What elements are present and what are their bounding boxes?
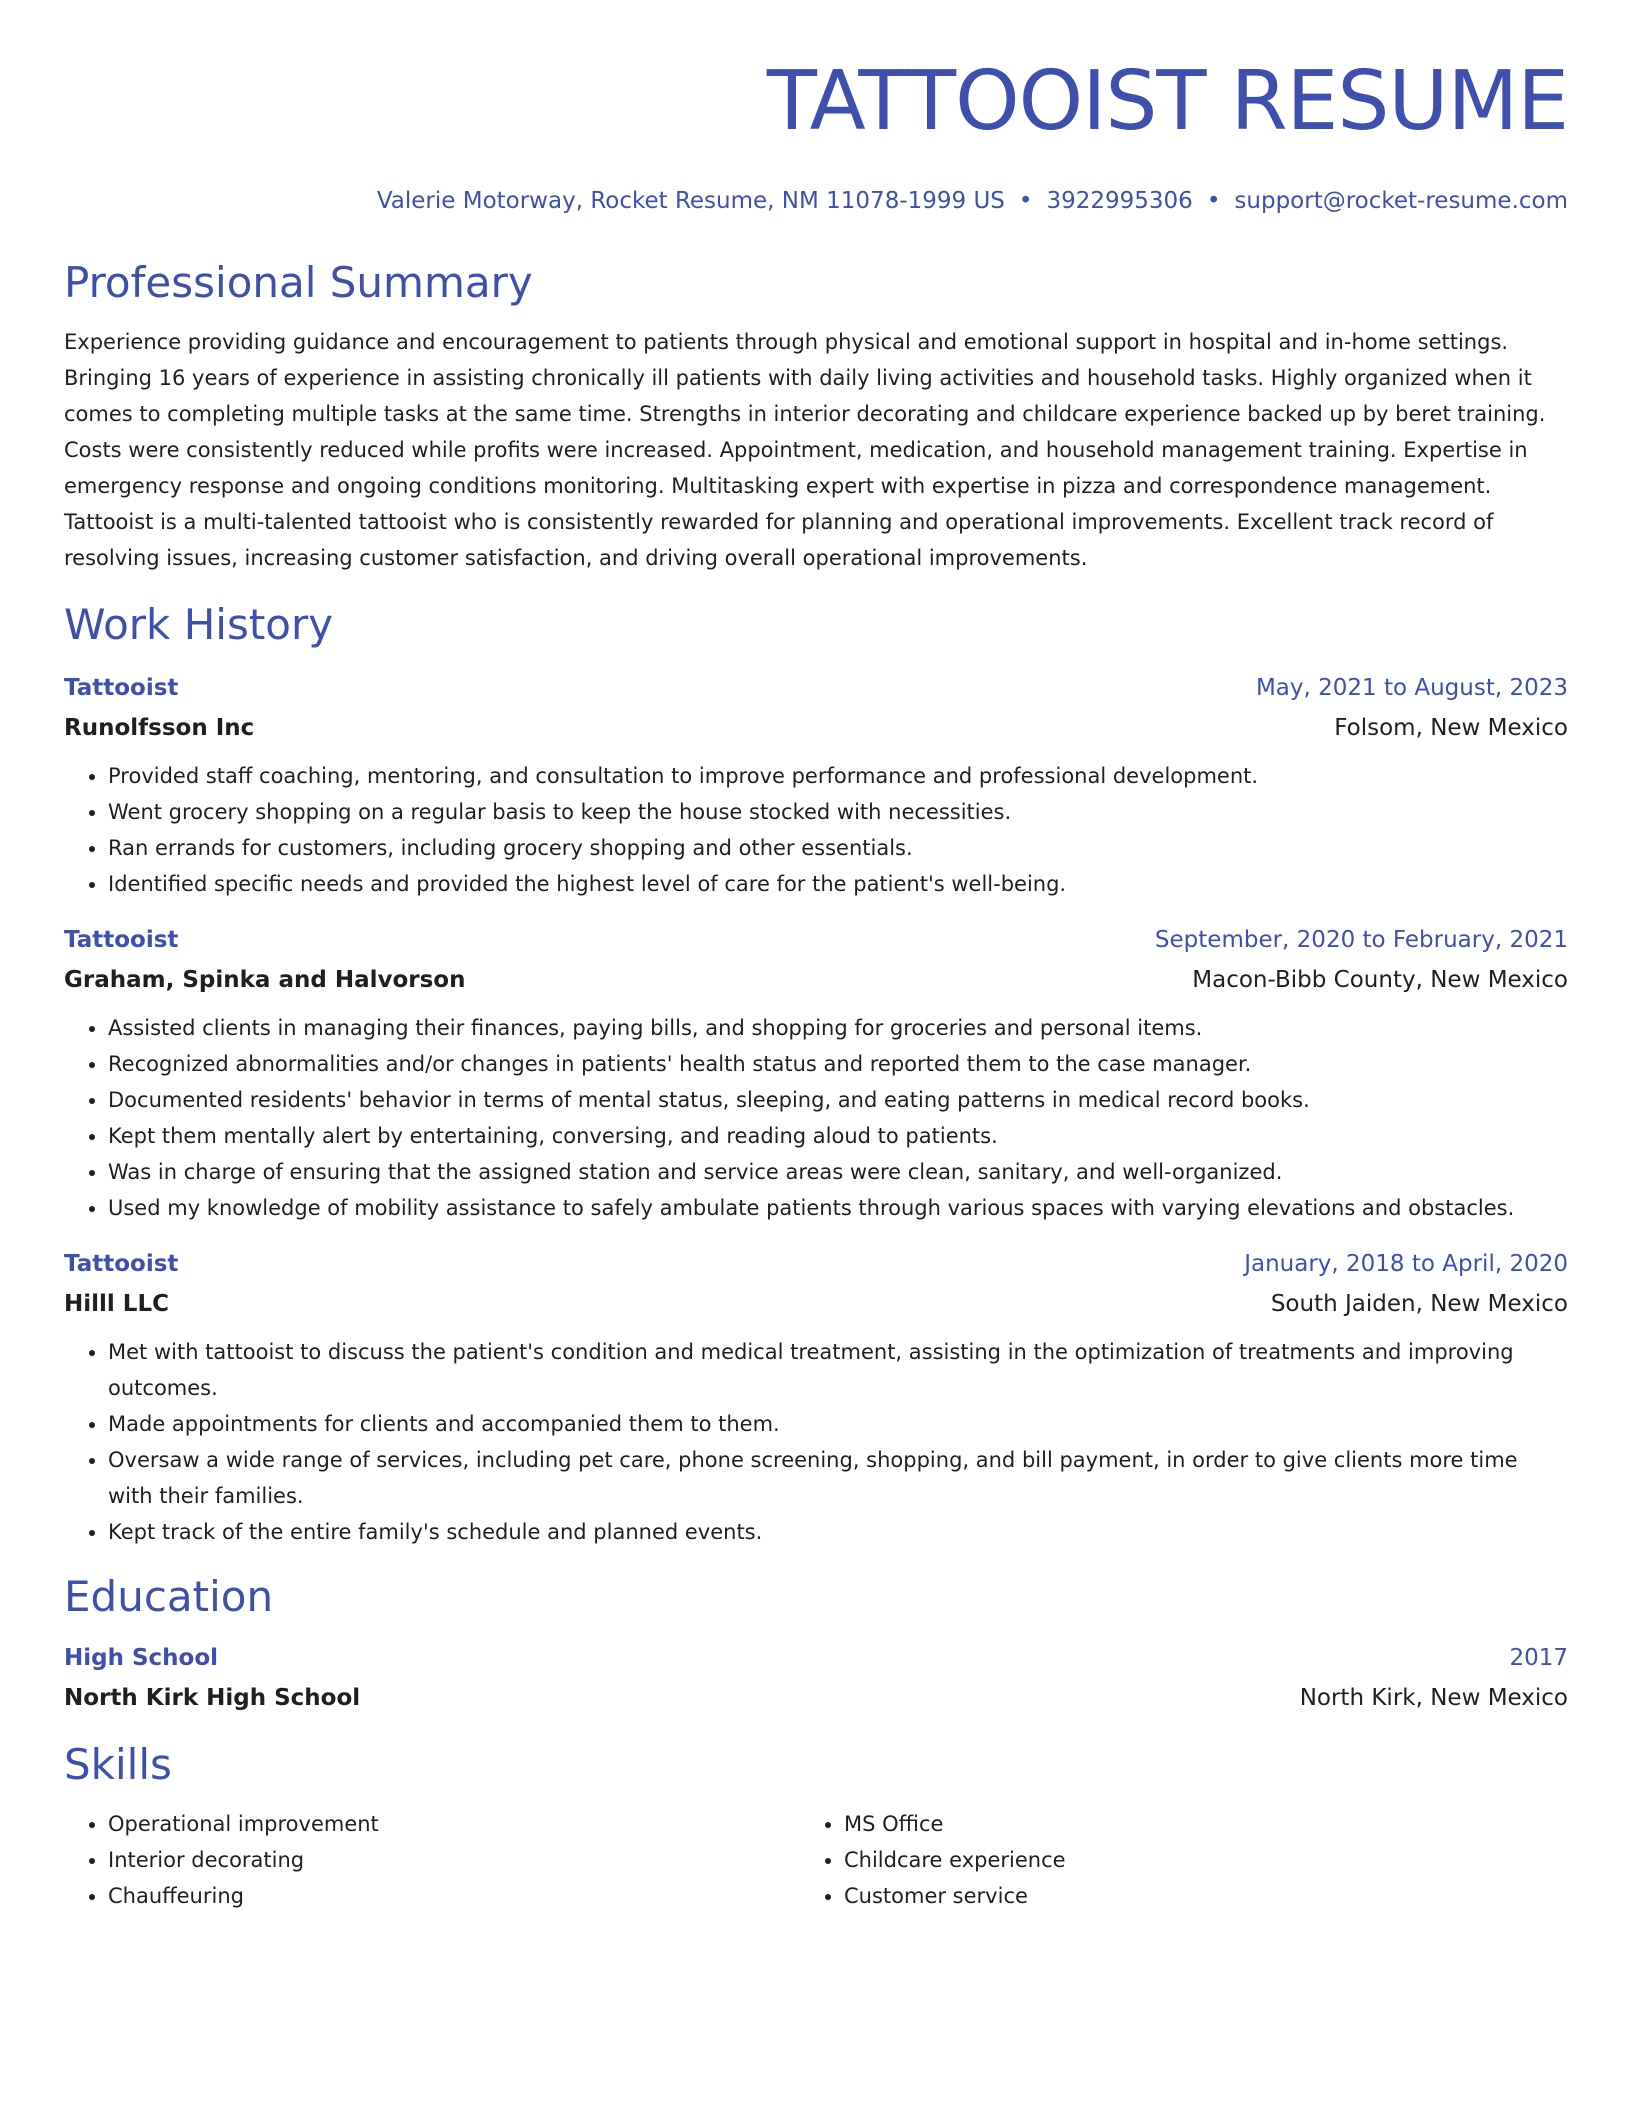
education-school: North Kirk High School: [64, 1685, 361, 1711]
job-company: Runolfsson Inc: [64, 715, 255, 741]
section-heading-education: Education: [64, 1572, 274, 1621]
job-entry: [64, 924, 1568, 1226]
job-duty: • Went grocery shopping on a regular basis to keep the house stocked with necessities.: [108, 794, 1568, 830]
contact-line: [64, 186, 1568, 216]
job-duties: [64, 758, 1568, 902]
job-location: Macon-Bibb County, New Mexico: [1192, 967, 1568, 993]
job-entry: [64, 672, 1568, 902]
job-role: Tattooist: [64, 1251, 179, 1277]
skill-item: • Chauffeuring: [108, 1878, 800, 1914]
job-location: Folsom, New Mexico: [1334, 715, 1568, 741]
section-heading-skills: Skills: [64, 1740, 172, 1789]
education-year: 2017: [1509, 1645, 1568, 1671]
education-degree: High School: [64, 1645, 219, 1671]
contact-address: Valerie Motorway, Rocket Resume, NM 11078-1999 US: [376, 188, 1005, 214]
job-company: Graham, Spinka and Halvorson: [64, 967, 466, 993]
skills-list: [64, 1806, 1568, 1914]
contact-phone[interactable]: 3922995306: [1046, 188, 1193, 214]
skill-item: • Operational improvement: [108, 1806, 800, 1842]
job-duty: • Kept track of the entire family's schedule and planned events.: [108, 1514, 1568, 1550]
job-company: Hilll LLC: [64, 1291, 169, 1317]
job-duty: • Assisted clients in managing their finances, paying bills, and shopping for groceries and personal items.: [108, 1010, 1568, 1046]
skills-column-left: [64, 1806, 800, 1914]
contact-email[interactable]: support@rocket-resume.com: [1234, 188, 1568, 214]
skills-column-right: [800, 1806, 1536, 1914]
job-duties: [64, 1334, 1568, 1550]
skill-item: • Interior decorating: [108, 1842, 800, 1878]
job-role: Tattooist: [64, 927, 179, 953]
job-duty: • Met with tattooist to discuss the patient's condition and medical treatment, assisting in the optimization of treatments and improving outcomes.: [108, 1334, 1568, 1406]
section-heading-summary: Professional Summary: [64, 258, 533, 307]
job-duty: • Provided staff coaching, mentoring, and consultation to improve performance and professional development.: [108, 758, 1568, 794]
skill-item: • Customer service: [844, 1878, 1536, 1914]
job-location: South Jaiden, New Mexico: [1270, 1291, 1568, 1317]
page-title: TATTOOIST RESUME: [766, 54, 1568, 149]
section-heading-work-history: Work History: [64, 600, 334, 649]
job-duty: • Made appointments for clients and accompanied them to them.: [108, 1406, 1568, 1442]
job-role: Tattooist: [64, 675, 179, 701]
job-dates: September, 2020 to February, 2021: [1154, 927, 1568, 953]
job-duty: • Was in charge of ensuring that the assigned station and service areas were clean, sanitary, and well-organized.: [108, 1154, 1568, 1190]
job-duty: • Ran errands for customers, including grocery shopping and other essentials.: [108, 830, 1568, 866]
job-duties: [64, 1010, 1568, 1226]
job-duty: • Documented residents' behavior in terms of mental status, sleeping, and eating patterns in medical record books.: [108, 1082, 1568, 1118]
education-location: North Kirk, New Mexico: [1299, 1685, 1568, 1711]
contact-separator: •: [1018, 188, 1033, 214]
job-duty: • Kept them mentally alert by entertaining, conversing, and reading aloud to patients.: [108, 1118, 1568, 1154]
job-entry: [64, 1248, 1568, 1550]
contact-separator: •: [1206, 188, 1221, 214]
job-duty: • Oversaw a wide range of services, including pet care, phone screening, shopping, and bill payment, in order to give clients more time with their families.: [108, 1442, 1568, 1514]
job-duty: • Recognized abnormalities and/or changes in patients' health status and reported them to the case manager.: [108, 1046, 1568, 1082]
job-dates: January, 2018 to April, 2020: [1244, 1251, 1568, 1277]
job-dates: May, 2021 to August, 2023: [1255, 675, 1568, 701]
job-duty: • Used my knowledge of mobility assistance to safely ambulate patients through various spaces with varying elevations and obstacles.: [108, 1190, 1568, 1226]
summary-text: Experience providing guidance and encouragement to patients through physical and emotional support in hospital and in-home settings. Bringing 16 years of experience in assisting chronically ill patients with daily living activities and household tasks. Highly organized when it comes to completing multiple tasks at the same time. Strengths in interior decorating and childcare experience backed up by beret training. Costs were consistently reduced while profits were increased. Appointment, medication, and household management training. Expertise in emergency response and ongoing conditions monitoring. Multitasking expert with expertise in pizza and correspondence management. Tattooist is a multi-talented tattooist who is consistently rewarded for planning and operational improvements. Excellent track record of resolving issues, increasing customer satisfaction, and driving overall operational improvements.: [64, 330, 1546, 570]
job-duty: • Identified specific needs and provided the highest level of care for the patient's well-being.: [108, 866, 1568, 902]
education-entry: [64, 1642, 1568, 1714]
skill-item: • Childcare experience: [844, 1842, 1536, 1878]
skill-item: • MS Office: [844, 1806, 1536, 1842]
